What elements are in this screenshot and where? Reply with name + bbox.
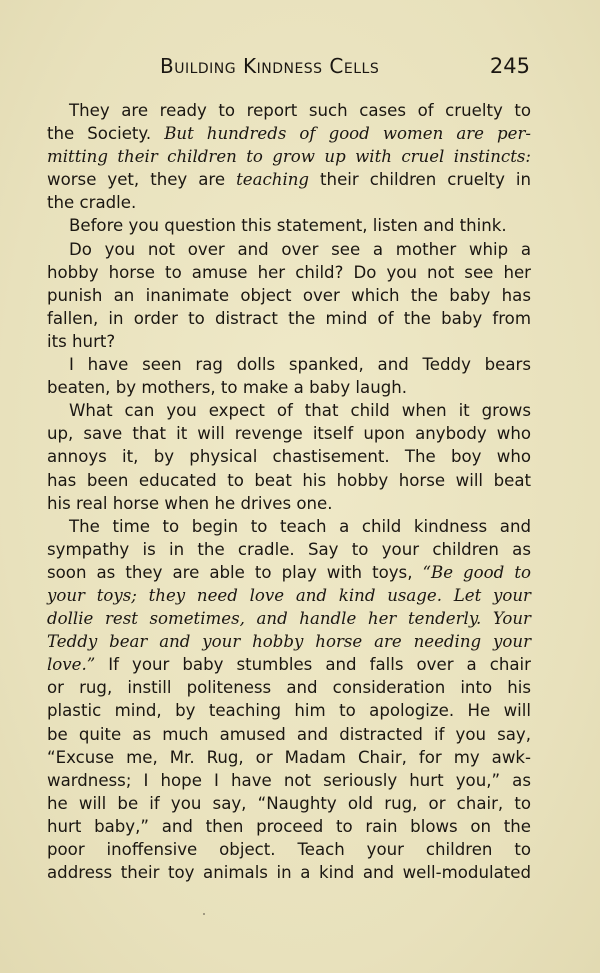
text-segment: The time to begin to teach a child kindness and [69, 516, 531, 536]
text-line [47, 630, 531, 653]
paper-speck [203, 913, 205, 915]
text-line [47, 214, 531, 237]
italic-text: teaching [236, 170, 310, 190]
text-segment: worse yet, they are [47, 170, 237, 190]
text-line [47, 746, 531, 769]
text-segment: plastic mind, by teaching him to apologize. He will [47, 701, 531, 721]
italic-text: But hundreds of good women are per- [164, 124, 531, 144]
text-line [47, 838, 531, 861]
text-segment: the cradle. [47, 193, 137, 213]
text-segment: I have seen rag dolls spanked, and Teddy bears [69, 355, 531, 375]
text-line [47, 330, 531, 353]
text-segment: its hurt? [47, 331, 116, 351]
text-segment: their children cruelty in [309, 170, 532, 190]
italic-text: your toys; they need love and kind usage. Let your [47, 585, 531, 605]
italic-text: love.” [47, 655, 96, 675]
text-segment: up, save that it will revenge itself upon anybody who [47, 424, 531, 444]
text-line [47, 676, 531, 699]
italic-text: “Be good to [422, 562, 531, 582]
text-line [47, 284, 531, 307]
text-segment: or rug, instill politeness and consideration into his [47, 678, 531, 698]
text-line [47, 353, 531, 376]
text-segment: beaten, by mothers, to make a baby laugh. [47, 378, 408, 398]
text-segment: address their toy animals in a kind and well-modulated [47, 863, 531, 883]
text-segment: Do you not over and over see a mother whip a [69, 239, 531, 259]
text-segment: fallen, in order to distract the mind of the baby from [47, 308, 531, 328]
page-number: 245 [489, 54, 530, 78]
text-segment: hurt baby,” and then proceed to rain blows on the [47, 816, 531, 836]
text-segment: he will be if you say, “Naughty old rug, or chair, to [47, 793, 531, 813]
body-text [47, 99, 531, 884]
text-segment: has been educated to beat his hobby horse will beat [47, 470, 531, 490]
text-line [47, 307, 531, 330]
text-segment: What can you expect of that child when it grows [69, 401, 531, 421]
text-line [47, 469, 531, 492]
text-line [47, 238, 531, 261]
text-segment: “Excuse me, Mr. Rug, or Madam Chair, for my awk- [47, 747, 531, 767]
text-line [47, 145, 531, 168]
text-line [47, 261, 531, 284]
text-line [47, 376, 531, 399]
running-head: Building Kindness Cells [160, 54, 380, 78]
italic-text: dollie rest sometimes, and handle her tenderly. Your [47, 609, 531, 629]
text-segment: poor inoffensive object. Teach your children to [47, 840, 531, 859]
text-line [47, 653, 531, 676]
text-segment: be quite as much amused and distracted if you say, [47, 724, 531, 744]
page-header [160, 52, 530, 84]
text-line [47, 815, 531, 838]
text-segment: Before you question this statement, listen and think. [69, 216, 507, 236]
italic-text: Teddy bear and your hobby horse are needing your [47, 632, 531, 652]
text-line [47, 492, 531, 515]
text-segment: his real horse when he drives one. [47, 493, 333, 513]
text-segment: sympathy is in the cradle. Say to your children as [47, 539, 531, 559]
text-line [47, 422, 531, 445]
text-line [47, 191, 531, 214]
text-line [47, 122, 531, 145]
text-line [47, 515, 531, 538]
text-segment: If your baby stumbles and falls over a chair [95, 655, 531, 675]
text-line [47, 399, 531, 422]
text-line [47, 561, 531, 584]
text-segment: the Society. [47, 124, 165, 144]
text-line [47, 699, 531, 722]
text-line [47, 792, 531, 815]
text-line [47, 723, 531, 746]
text-line [47, 861, 531, 884]
text-line [47, 99, 531, 122]
text-line [47, 769, 531, 792]
text-line [47, 168, 531, 191]
text-segment: wardness; I hope I have not seriously hurt you,” as [47, 770, 531, 790]
text-line [47, 538, 531, 561]
text-segment: hobby horse to amuse her child? Do you not see her [47, 262, 531, 282]
text-segment: soon as they are able to play with toys, [47, 562, 423, 582]
italic-text: mitting their children to grow up with cruel instincts: [47, 147, 531, 167]
text-line [47, 607, 531, 630]
text-segment: punish an inanimate object over which the baby has [47, 285, 531, 305]
text-line [47, 584, 531, 607]
text-line [47, 445, 531, 468]
text-segment: annoys it, by physical chastisement. The boy who [47, 447, 531, 467]
text-segment: They are ready to report such cases of cruelty to [69, 101, 531, 120]
